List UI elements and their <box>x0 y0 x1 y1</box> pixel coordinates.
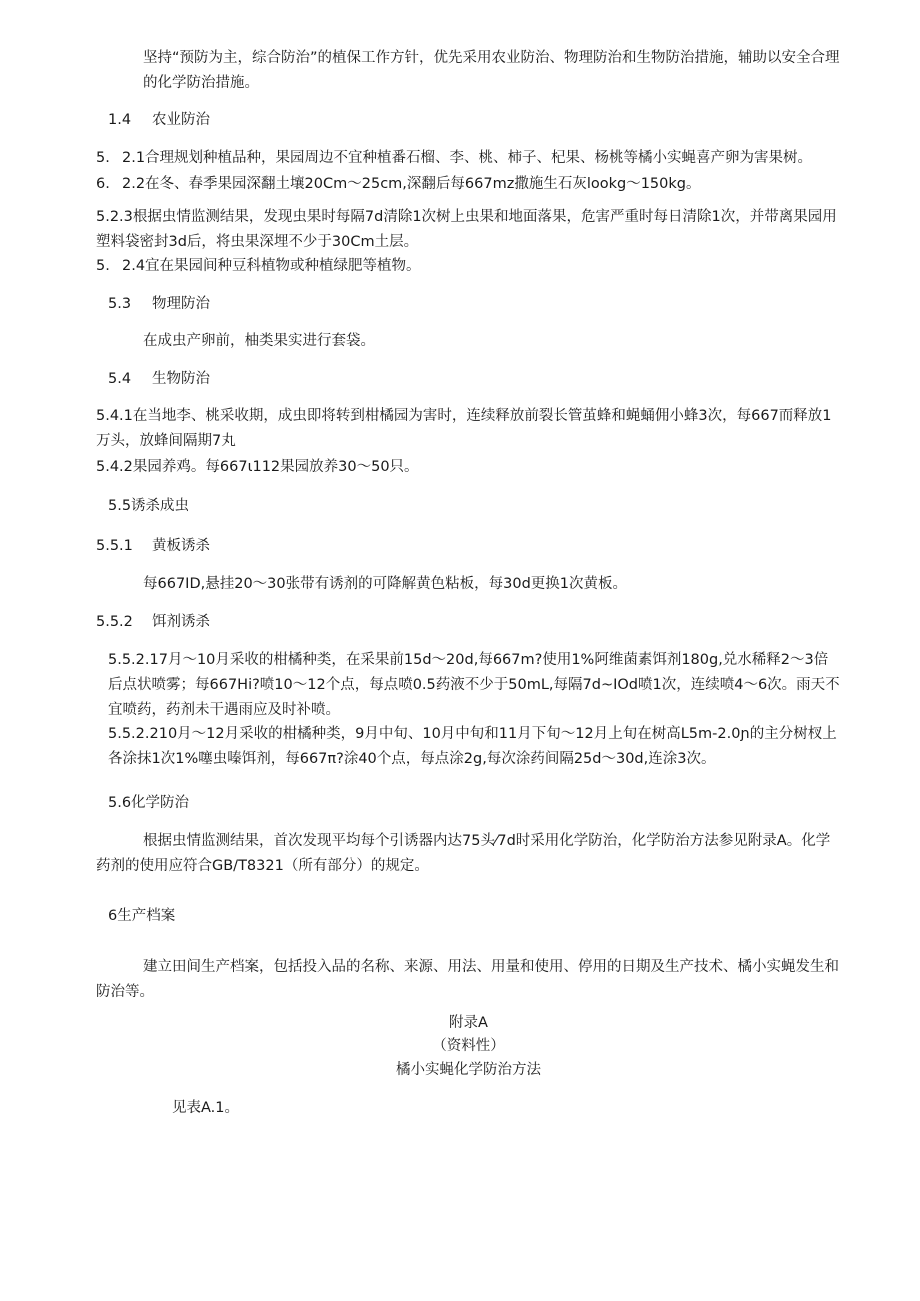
physical-control-paragraph: 在成虫产卵前，柚类果实进行套袋。 <box>143 333 375 349</box>
section-5-5-heading: 5.5诱杀成虫 <box>108 498 190 514</box>
list-item-5-2-2: 6. 2.2在冬、春季果园深翻土壤20Cm～25cm,深翻后每667mz撒施生石灰lookg～150kg。 <box>96 176 701 192</box>
paragraph-5-4-1: 5.4.1在当地李、桃采收期，成虫即将转到柑橘园为害时，连续释放前裂长管茧蜂和蝇蛹佣小蜂3次，每667而释放1万头，放蜂间隔期7丸 <box>96 408 832 449</box>
appendix-name: 橘小实蝇化学防治方法 <box>396 1062 541 1078</box>
section-5-3-heading: 5.3 物理防治 <box>108 296 210 312</box>
production-record-paragraph: 建立田间生产档案，包括投入品的名称、来源、用法、用量和使用、停用的日期及生产技术、橘小实蝇发生和防治等。 <box>96 959 839 1000</box>
section-5-5-1-heading: 5.5.1 黄板诱杀 <box>96 538 210 554</box>
paragraph-5-5-2-1: 5.5.2.17月～10月采收的柑橘种类，在采果前15d～20d,每667m?使用1%阿维菌素饵剂180g,兑水稀释2～3倍后点状喷雾；每667Hi?喷10～12个点，每点喷0.5药液不少于50mL,每隔7d~IOd喷1次，连续喷4～6次。雨天不宜喷药，药剂未干遇雨应及时补喷。 <box>108 652 840 718</box>
section-6-heading: 6生产档案 <box>108 908 176 924</box>
list-item-5-2-4: 5. 2.4宜在果园间种豆科植物或种植绿肥等植物。 <box>96 258 421 274</box>
appendix-title: 附录A <box>449 1015 488 1031</box>
intro-paragraph: 坚持“预防为主，综合防治”的植保工作方针，优先采用农业防治、物理防治和生物防治措施，辅助以安全合理的化学防治措施。 <box>143 50 840 91</box>
chemical-control-paragraph: 根据虫情监测结果，首次发现平均每个引诱器内达75头⁄7d时采用化学防治，化学防治方法参见附录A。化学药剂的使用应符合GB/T8321（所有部分）的规定。 <box>96 833 831 874</box>
appendix-type: （资料性） <box>432 1038 505 1054</box>
see-table-text: 见表A.1。 <box>172 1100 239 1116</box>
paragraph-5-5-2-2: 5.5.2.210月～12月采收的柑橘种类，9月中旬、10月中旬和11月下旬～12月上旬在树高L5m-2.0ɲ的主分树杈上各涂抹1次1%噻虫嗪饵剂，每667π?涂40个点，每点涂2g,每次涂药间隔25d～30d,连涂3次。 <box>108 726 837 767</box>
yellow-board-paragraph: 每667ID,悬挂20～30张带有诱剂的可降解黄色粘板，每30d更换1次黄板。 <box>143 576 628 592</box>
paragraph-5-2-3: 5.2.3根据虫情监测结果，发现虫果时每隔7d清除1次树上虫果和地面落果，危害严重时每日清除1次，并带离果园用塑料袋密封3d后，将虫果深埋不少于30Cm土层。 <box>96 209 837 250</box>
section-1-4-heading: 1.4 农业防治 <box>108 112 210 128</box>
section-5-4-heading: 5.4 生物防治 <box>108 371 210 387</box>
section-5-5-2-heading: 5.5.2 饵剂诱杀 <box>96 614 210 630</box>
list-item-5-2-1: 5. 2.1合理规划种植品种，果园周边不宜种植番石榴、李、桃、柿子、杞果、杨桃等橘小实蝇喜产卵为害果树。 <box>96 150 813 166</box>
section-5-6-heading: 5.6化学防治 <box>108 795 190 811</box>
paragraph-5-4-2: 5.4.2果园养鸡。每667ι112果园放养30～50只。 <box>96 459 419 475</box>
